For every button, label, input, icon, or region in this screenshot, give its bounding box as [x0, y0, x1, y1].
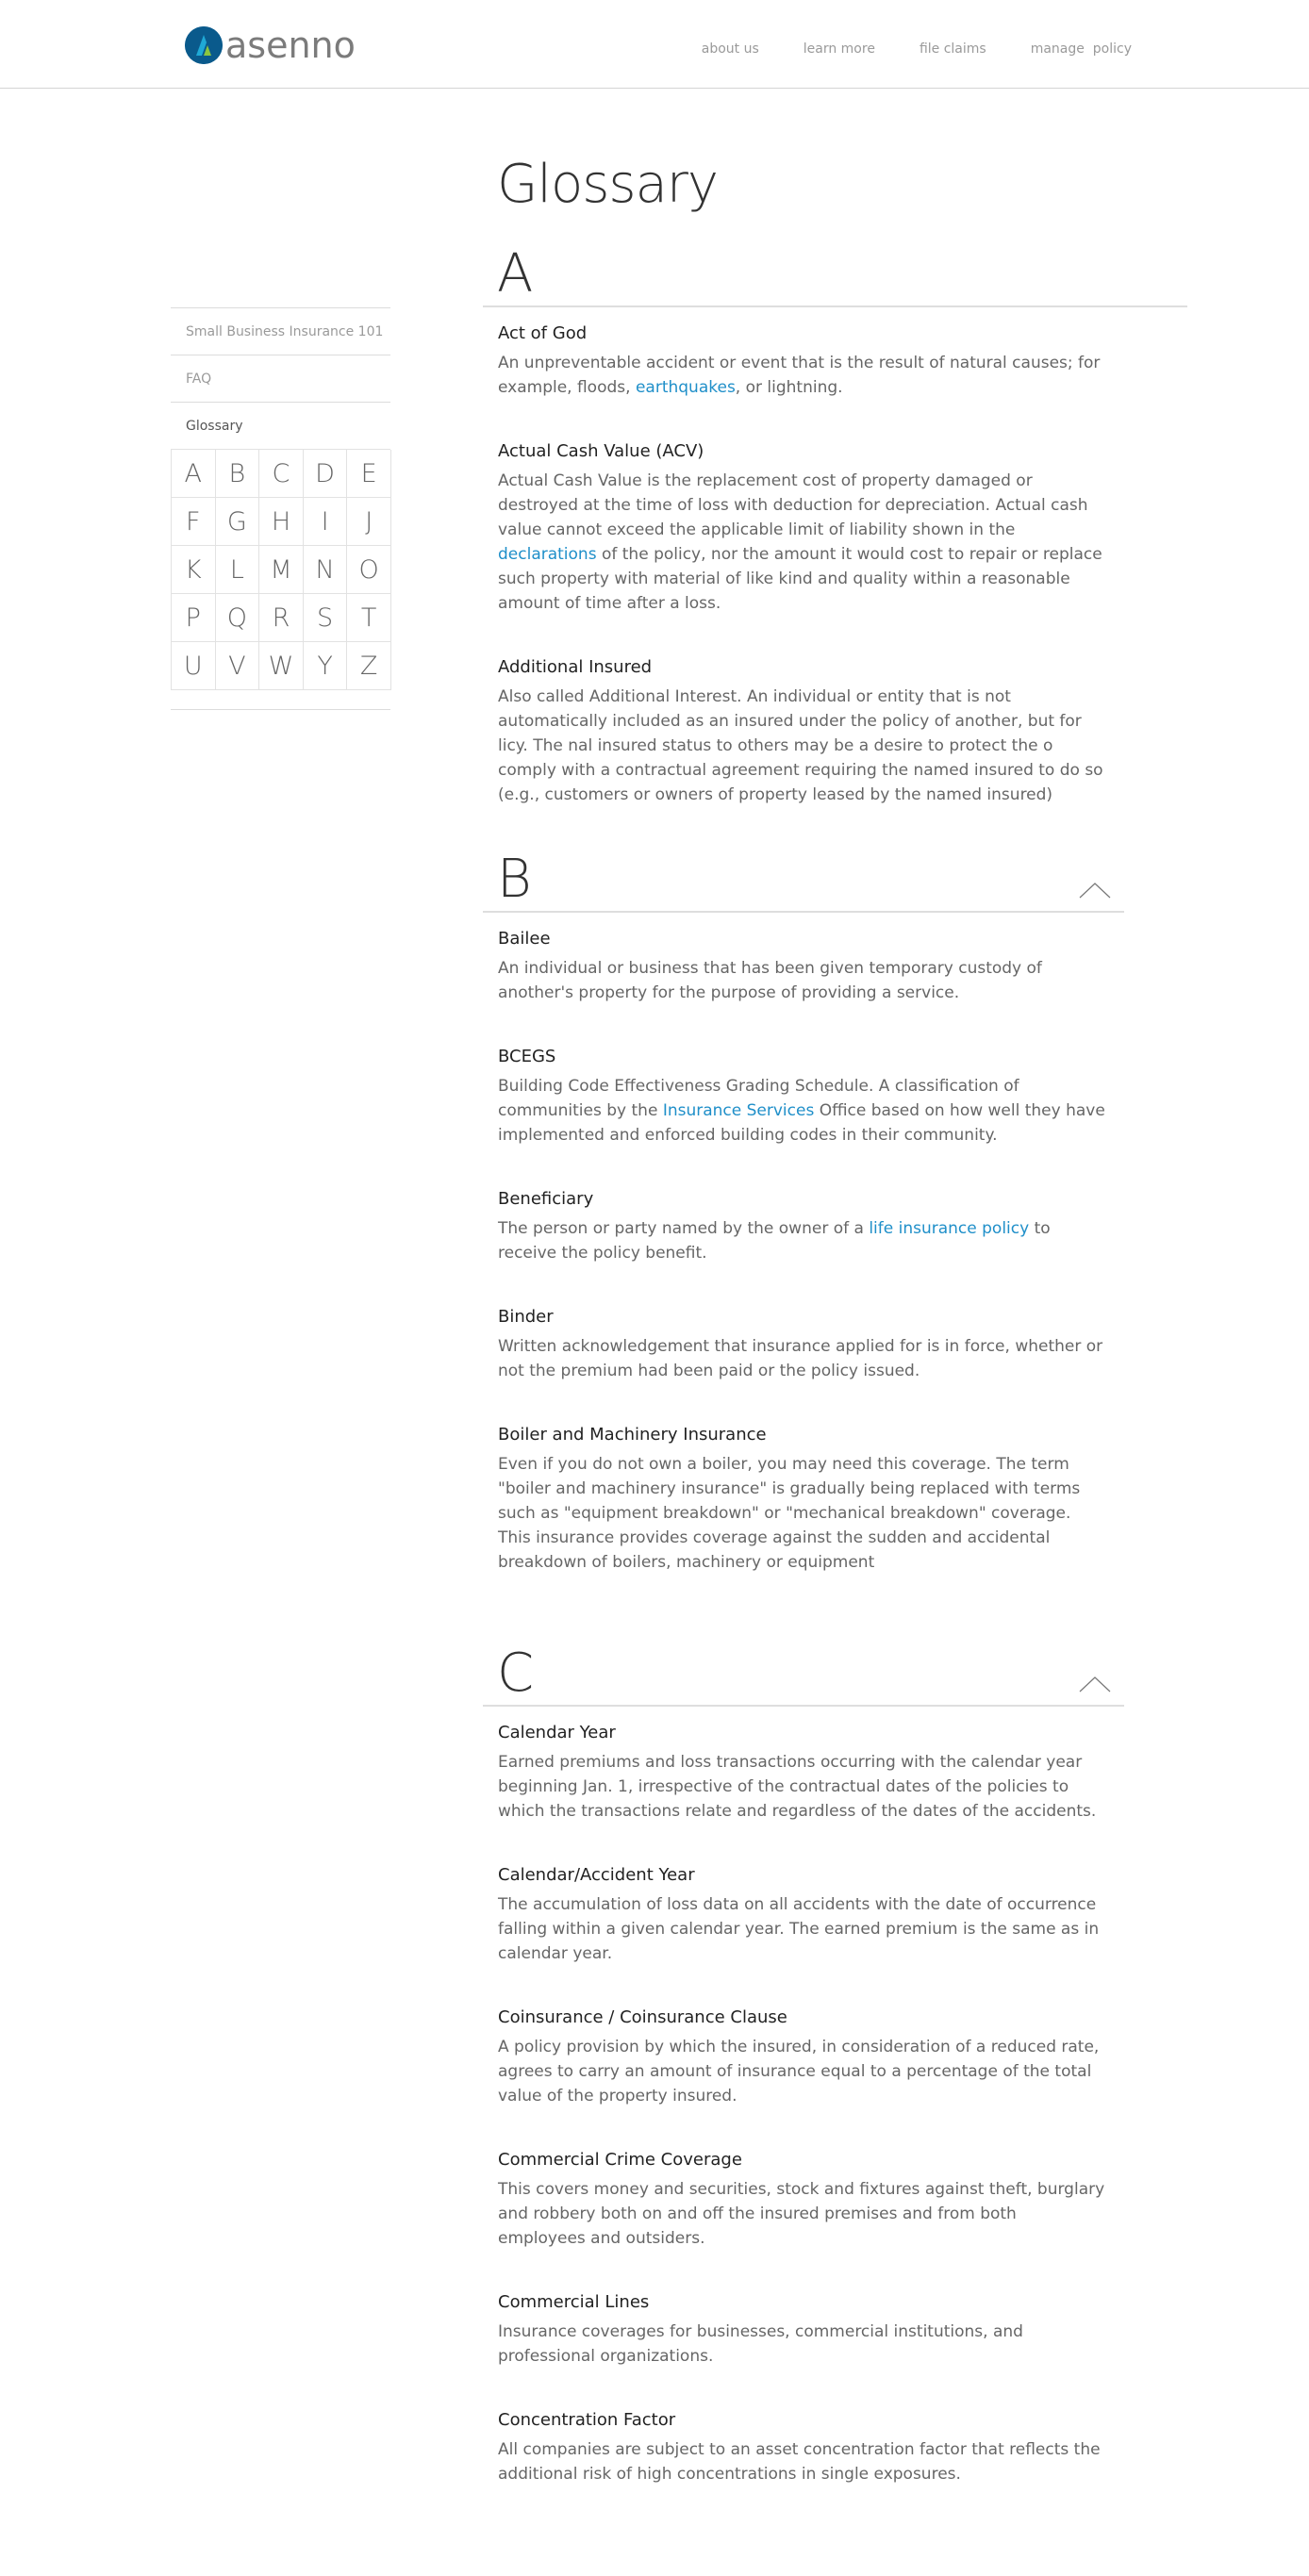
- letter-link-j[interactable]: J: [347, 498, 391, 546]
- asenno-logo-icon: [185, 26, 223, 64]
- term-definition: Earned premiums and loss transactions occurring with the calendar year beginning Jan. 1, irrespective of the contractual dates of the policies to which the transactions relate and regardless of the dates of the accidents.: [498, 1753, 1097, 1821]
- letter-link-d[interactable]: D: [304, 450, 348, 498]
- glossary-term: [498, 1189, 1105, 1265]
- letter-link-w[interactable]: W: [259, 642, 304, 690]
- glossary-term: [498, 1307, 1105, 1383]
- letter-link-t[interactable]: T: [347, 594, 391, 642]
- term-definition: An individual or business that has been given temporary custody of another's property for the purpose of providing a service.: [498, 959, 1042, 1002]
- glossary-term: [498, 1865, 1105, 1966]
- letter-link-h[interactable]: H: [259, 498, 304, 546]
- term-title: Binder: [498, 1307, 554, 1327]
- term-definition: The accumulation of loss data on all accidents with the date of occurrence falling within a given calendar year. The earned premium is the same as in calendar year.: [498, 1895, 1100, 1963]
- letter-link-y[interactable]: Y: [304, 642, 348, 690]
- term-title: Beneficiary: [498, 1189, 594, 1209]
- term-definition: Even if you do not own a boiler, you may need this coverage. The term "boiler and machinery insurance" is gradually being replaced with terms such as "equipment breakdown" or "mechanical breakdown" coverage. This insurance provides coverage against the sudden and accidental breakdown of boilers, machinery or equipment: [498, 1455, 1081, 1572]
- logo[interactable]: [185, 25, 356, 66]
- glossary-term: [498, 1723, 1105, 1824]
- letter-link-p[interactable]: P: [172, 594, 216, 642]
- term-definition: All companies are subject to an asset concentration factor that reflects the additional risk of high concentrations in single exposures.: [498, 2440, 1101, 2484]
- back-to-top-chevron-up-icon[interactable]: [1079, 1675, 1111, 1693]
- term-definition: A policy provision by which the insured, in consideration of a reduced rate, agrees to carry an amount of insurance equal to a percentage of the total value of the property insured.: [498, 2038, 1100, 2105]
- sidebar-item-faq[interactable]: FAQ: [171, 355, 390, 402]
- letter-link-c[interactable]: C: [259, 450, 304, 498]
- term-title: Act of God: [498, 323, 588, 343]
- glossary-term: [498, 2007, 1105, 2108]
- term-link[interactable]: life insurance policy: [869, 1219, 1030, 1238]
- term-title: Commercial Lines: [498, 2292, 650, 2312]
- section-letter: C: [497, 1643, 535, 1704]
- letter-link-l[interactable]: L: [216, 546, 260, 594]
- nav-about-us[interactable]: about us: [701, 41, 759, 57]
- glossary-term: [498, 657, 1105, 807]
- glossary-term: [498, 2150, 1105, 2251]
- letter-link-k[interactable]: K: [172, 546, 216, 594]
- letter-link-r[interactable]: R: [259, 594, 304, 642]
- glossary-term: [498, 1047, 1105, 1148]
- term-link[interactable]: Insurance Services: [662, 1101, 815, 1120]
- section-letter: A: [497, 243, 534, 305]
- term-list: [483, 1723, 1105, 2486]
- glossary-section-c: [483, 1643, 1124, 2486]
- nav-learn-more[interactable]: learn more: [803, 41, 875, 57]
- letter-link-e[interactable]: E: [347, 450, 391, 498]
- term-definition: Insurance coverages for businesses, commercial institutions, and professional organizations.: [498, 2322, 1023, 2366]
- page-title: Glossary: [497, 154, 719, 215]
- sidebar: [171, 307, 390, 710]
- term-definition: Written acknowledgement that insurance applied for is in force, whether or not the premium had been paid or the policy issued.: [498, 1337, 1103, 1380]
- back-to-top-chevron-up-icon[interactable]: [1079, 881, 1111, 900]
- letter-link-m[interactable]: M: [259, 546, 304, 594]
- site-header: [0, 0, 1309, 89]
- brand-name: asenno: [225, 25, 356, 66]
- glossary-term: [498, 441, 1105, 616]
- letter-link-s[interactable]: S: [304, 594, 348, 642]
- term-link[interactable]: earthquakes: [635, 378, 736, 397]
- section-header: [483, 1643, 1124, 1707]
- term-definition: Also called Additional Interest. An individual or entity that is not automatically included as an insured under the policy of another, but for licy. The nal insured status to others may be a desire to protect the o comply with a contractual agreement requiring the named insured to do so (e.g., customers or owners of property leased by the named insured): [498, 687, 1103, 804]
- term-link[interactable]: declarations: [498, 545, 597, 564]
- glossary-term: [498, 929, 1105, 1005]
- sidebar-item-glossary[interactable]: Glossary: [171, 402, 390, 449]
- glossary-section-a: [483, 243, 1187, 807]
- glossary-term: [498, 323, 1105, 400]
- sidebar-item-small-business-insurance-101[interactable]: Small Business Insurance 101: [171, 307, 390, 355]
- letter-link-b[interactable]: B: [216, 450, 260, 498]
- term-definition: An unpreventable accident or event that is the result of natural causes; for example, floods, earthquakes, or lightning.: [498, 354, 1101, 397]
- term-title: Actual Cash Value (ACV): [498, 441, 704, 461]
- section-letter: B: [497, 849, 532, 910]
- letter-link-a[interactable]: A: [172, 450, 216, 498]
- nav-manage-policy[interactable]: manage policy: [1030, 41, 1132, 57]
- term-definition: This covers money and securities, stock and fixtures against theft, burglary and robbery both on and off the insured premises and from both employees and outsiders.: [498, 2180, 1105, 2248]
- term-title: Boiler and Machinery Insurance: [498, 1425, 767, 1445]
- main-nav: [657, 41, 1132, 57]
- letter-link-q[interactable]: Q: [216, 594, 260, 642]
- section-header: [483, 849, 1124, 913]
- alphabet-index: [171, 449, 390, 690]
- term-title: Calendar Year: [498, 1723, 616, 1742]
- term-title: Additional Insured: [498, 657, 653, 677]
- letter-link-f[interactable]: F: [172, 498, 216, 546]
- glossary-term: [498, 2292, 1105, 2369]
- term-definition: The person or party named by the owner of a life insurance policy to receive the policy benefit.: [498, 1219, 1051, 1263]
- nav-file-claims[interactable]: file claims: [919, 41, 986, 57]
- letter-link-v[interactable]: V: [216, 642, 260, 690]
- glossary-term: [498, 1425, 1105, 1575]
- term-title: Bailee: [498, 929, 551, 949]
- term-list: [483, 323, 1105, 807]
- term-title: Concentration Factor: [498, 2410, 676, 2430]
- glossary-term: [498, 2410, 1105, 2486]
- term-title: Coinsurance / Coinsurance Clause: [498, 2007, 787, 2027]
- section-header: [483, 243, 1187, 307]
- term-definition: Actual Cash Value is the replacement cost of property damaged or destroyed at the time of loss with deduction for depreciation. Actual cash value cannot exceed the applicable limit of liability shown in the declarations of the policy, nor the amount it would cost to repair or replace such property with material of like kind and quality within a reasonable amount of time after a loss.: [498, 471, 1102, 613]
- term-title: Commercial Crime Coverage: [498, 2150, 742, 2170]
- letter-link-i[interactable]: I: [304, 498, 348, 546]
- term-list: [483, 929, 1105, 1575]
- term-definition: Building Code Effectiveness Grading Schedule. A classification of communities by the Insurance Services Office based on how well they have implemented and enforced building codes in their community.: [498, 1077, 1105, 1145]
- letter-link-z[interactable]: Z: [347, 642, 391, 690]
- term-title: BCEGS: [498, 1047, 556, 1066]
- letter-link-o[interactable]: O: [347, 546, 391, 594]
- term-title: Calendar/Accident Year: [498, 1865, 695, 1885]
- glossary-section-b: [483, 849, 1124, 1575]
- letter-link-u[interactable]: U: [172, 642, 216, 690]
- letter-link-g[interactable]: G: [216, 498, 260, 546]
- sidebar-divider: [171, 709, 390, 710]
- letter-link-n[interactable]: N: [304, 546, 348, 594]
